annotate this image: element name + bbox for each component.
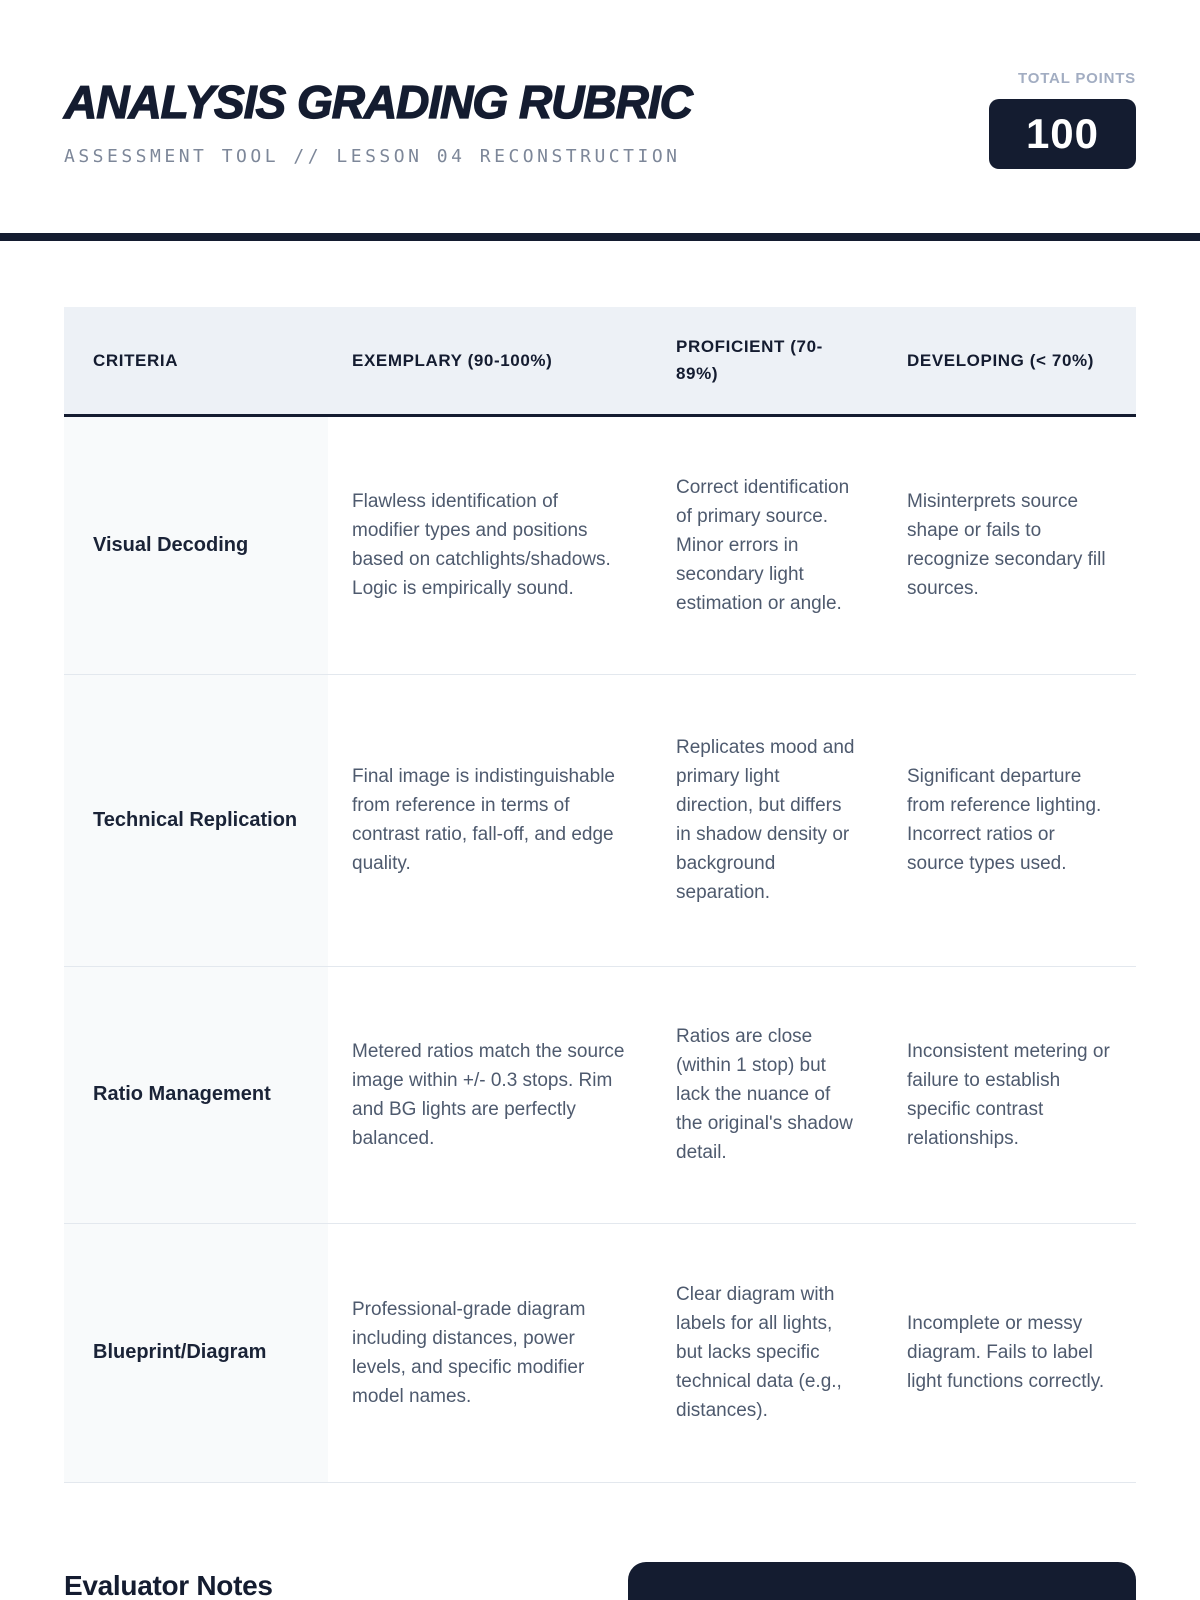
table-row-technical-replication [64,674,1136,966]
developing-cell: Inconsistent metering or failure to establish specific contrast relationships. [883,966,1136,1223]
title-block [64,78,692,167]
criterion-cell: Visual Decoding [64,415,328,674]
criterion-cell: Technical Replication [64,674,328,966]
evaluator-notes-heading: Evaluator Notes [64,1569,273,1600]
table-row-blueprint-diagram [64,1223,1136,1482]
developing-cell: Misinterprets source shape or fails to recognize secondary fill sources. [907,491,1106,599]
exemplary-cell: Final image is indistinguishable from reference in terms of contrast ratio, fall-off, and edge quality. [328,674,652,966]
evaluator-notes-box [628,1562,1136,1600]
page-subtitle: ASSESSMENT TOOL // LESSON 04 RECONSTRUCTION [64,146,681,168]
page-header [64,0,1136,169]
column-header-criteria: CRITERIA [64,307,328,415]
table-row-ratio-management [64,966,1136,1223]
developing-cell: Significant departure from reference lighting. Incorrect ratios or source types used. [883,674,1136,966]
header-divider-rule [0,233,1200,241]
proficient-cell: Ratios are close (within 1 stop) but lack the nuance of the original's shadow detail. [652,966,883,1223]
criterion-cell: Ratio Management [64,966,328,1223]
rubric-table-body [64,415,1136,1482]
rubric-table-header [64,307,1136,415]
column-header-exemplary: EXEMPLARY (90-100%) [328,307,652,415]
exemplary-cell: Professional-grade diagram including distances, power levels, and specific modifier model names. [328,1223,652,1482]
exemplary-cell: Metered ratios match the source image within +/- 0.3 stops. Rim and BG lights are perfectly balanced. [328,966,652,1223]
rubric-table [64,307,1136,1483]
total-points-label: TOTAL POINTS [1018,70,1136,87]
table-row-visual-decoding [64,415,1136,674]
developing-cell: Incomplete or messy diagram. Fails to label light functions correctly. [883,1223,1136,1482]
page-footer [64,1562,1136,1600]
proficient-cell: Correct identification of primary source. Minor errors in secondary light estimation or angle. [676,476,850,614]
criterion-cell: Blueprint/Diagram [64,1223,328,1482]
proficient-cell: Replicates mood and primary light direction, but differs in shadow density or background separation. [652,674,883,966]
column-header-developing: DEVELOPING (< 70%) [883,307,1136,415]
proficient-cell: Clear diagram with labels for all lights, but lacks specific technical data (e.g., distances). [652,1223,883,1482]
column-header-proficient: PROFICIENT (70-89%) [652,307,883,415]
exemplary-cell: Flawless identification of modifier types and positions based on catchlights/shadows. Logic is empirically sound. [352,491,611,599]
total-points-block [989,70,1136,169]
header-row [64,307,1136,415]
total-points-badge: 100 [989,99,1136,169]
page-title: ANALYSIS GRADING RUBRIC [64,76,692,128]
